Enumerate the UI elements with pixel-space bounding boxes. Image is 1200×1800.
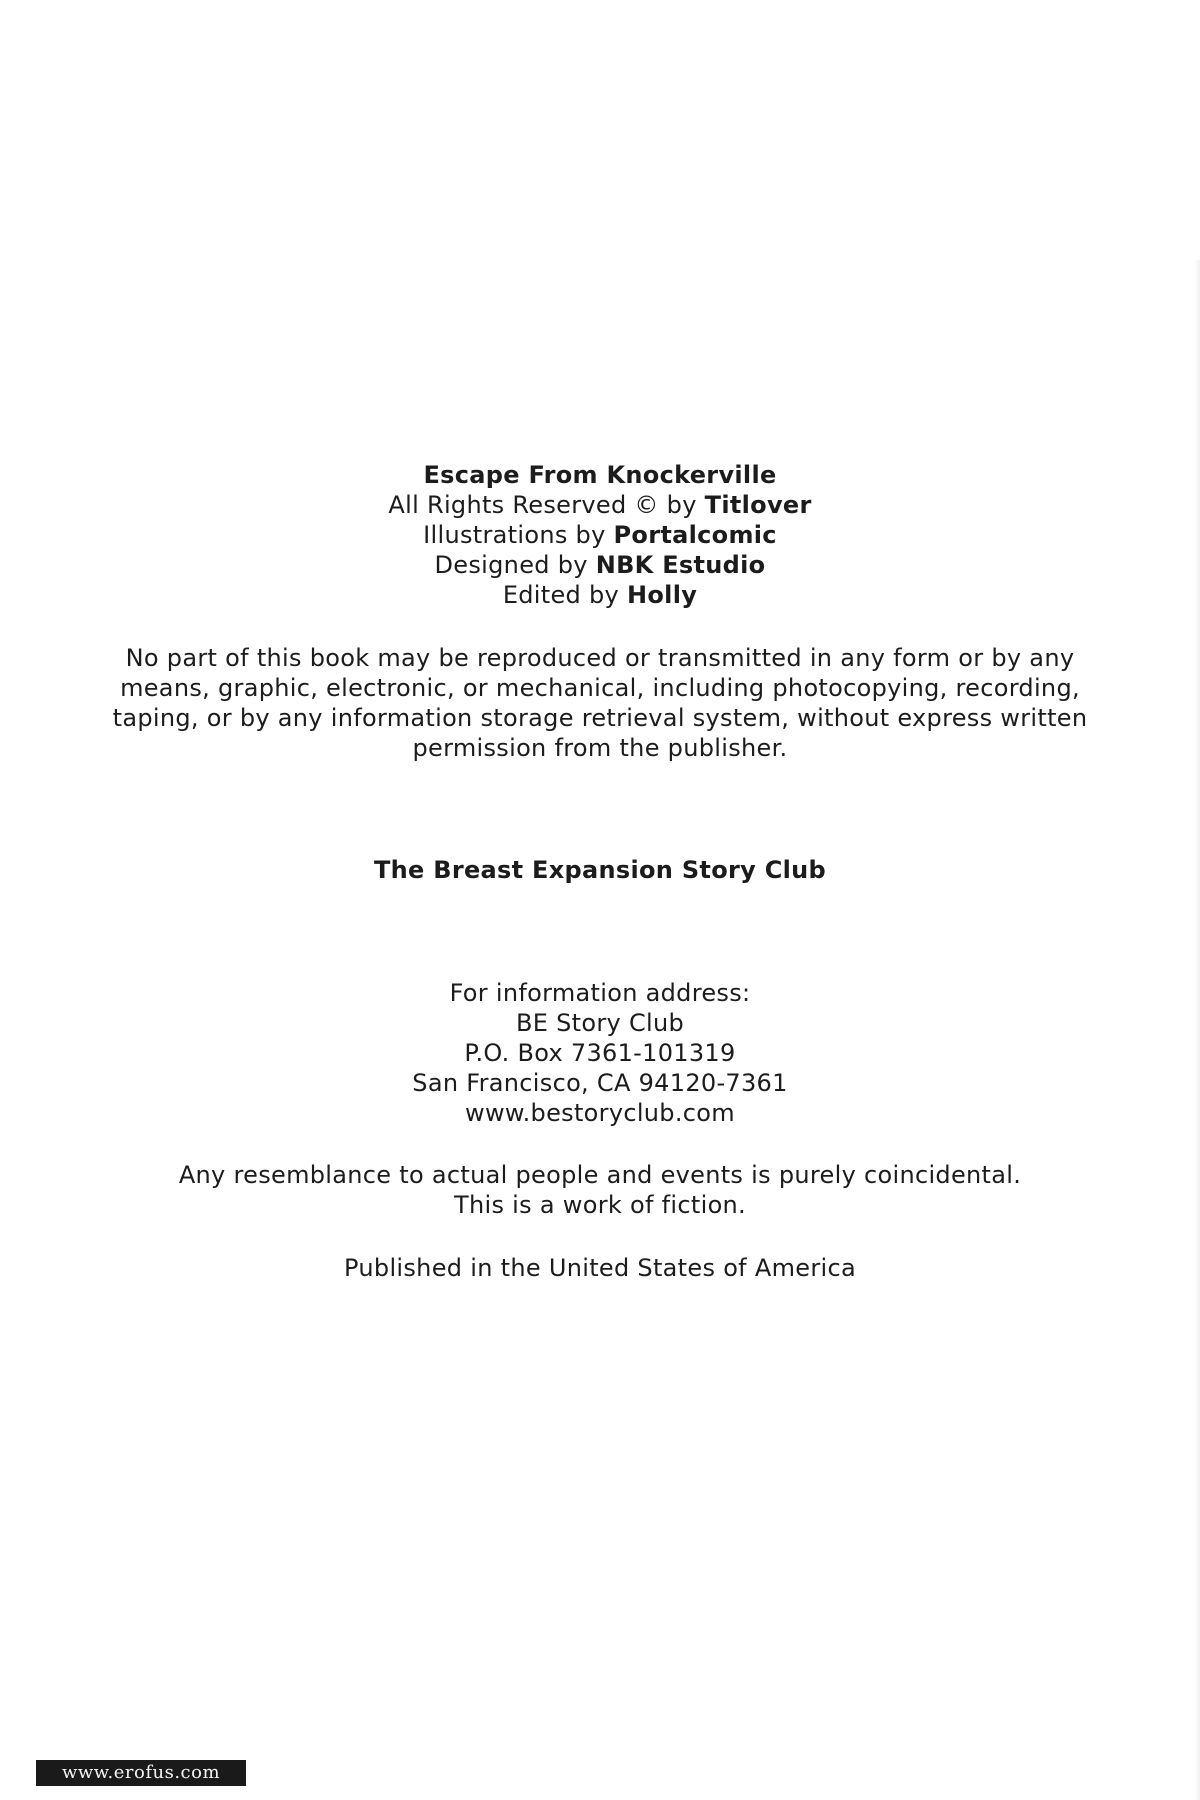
disclaimer-line: Any resemblance to actual people and events is purely coincidental. [178,1161,1022,1189]
website-link[interactable]: www.bestoryclub.com [465,1099,735,1127]
rights-notice-line: permission from the publisher. [412,734,788,762]
rights-line [0,490,1200,520]
rights-notice-line: No part of this book may be reproduced or transmitted in any form or by any [125,644,1075,672]
edited-prefix: Edited by [502,581,620,609]
credits-block [0,460,1200,610]
address-name: BE Story Club [515,1009,685,1037]
rights-notice-line: means, graphic, electronic, or mechanical, including photocopying, recording, [120,674,1080,702]
illustrator-name: Portalcomic [613,521,777,549]
illustrations-line [0,520,1200,550]
address-po-box: P.O. Box 7361-101319 [464,1039,736,1067]
watermark-logo: www.erofus.com [36,1760,246,1786]
publisher-name: The Breast Expansion Story Club [373,856,827,884]
address-block [0,978,1200,1128]
disclaimer-block [0,1160,1200,1220]
illustrations-prefix: Illustrations by [423,521,606,549]
rights-prefix: All Rights Reserved © by [388,491,697,519]
designed-prefix: Designed by [434,551,588,579]
published-note: Published in the United States of America [344,1254,856,1282]
author-name: Titlover [704,491,812,519]
address-heading: For information address: [449,979,751,1007]
designer-name: NBK Estudio [595,551,766,579]
edited-line [0,580,1200,610]
rights-notice-line: taping, or by any information storage retrieval system, without express written [112,704,1088,732]
book-title: Escape From Knockerville [423,461,777,489]
editor-name: Holly [627,581,698,609]
rights-notice [0,643,1200,763]
disclaimer-line: This is a work of fiction. [454,1191,746,1219]
designed-line [0,550,1200,580]
address-city: San Francisco, CA 94120-7361 [412,1069,788,1097]
